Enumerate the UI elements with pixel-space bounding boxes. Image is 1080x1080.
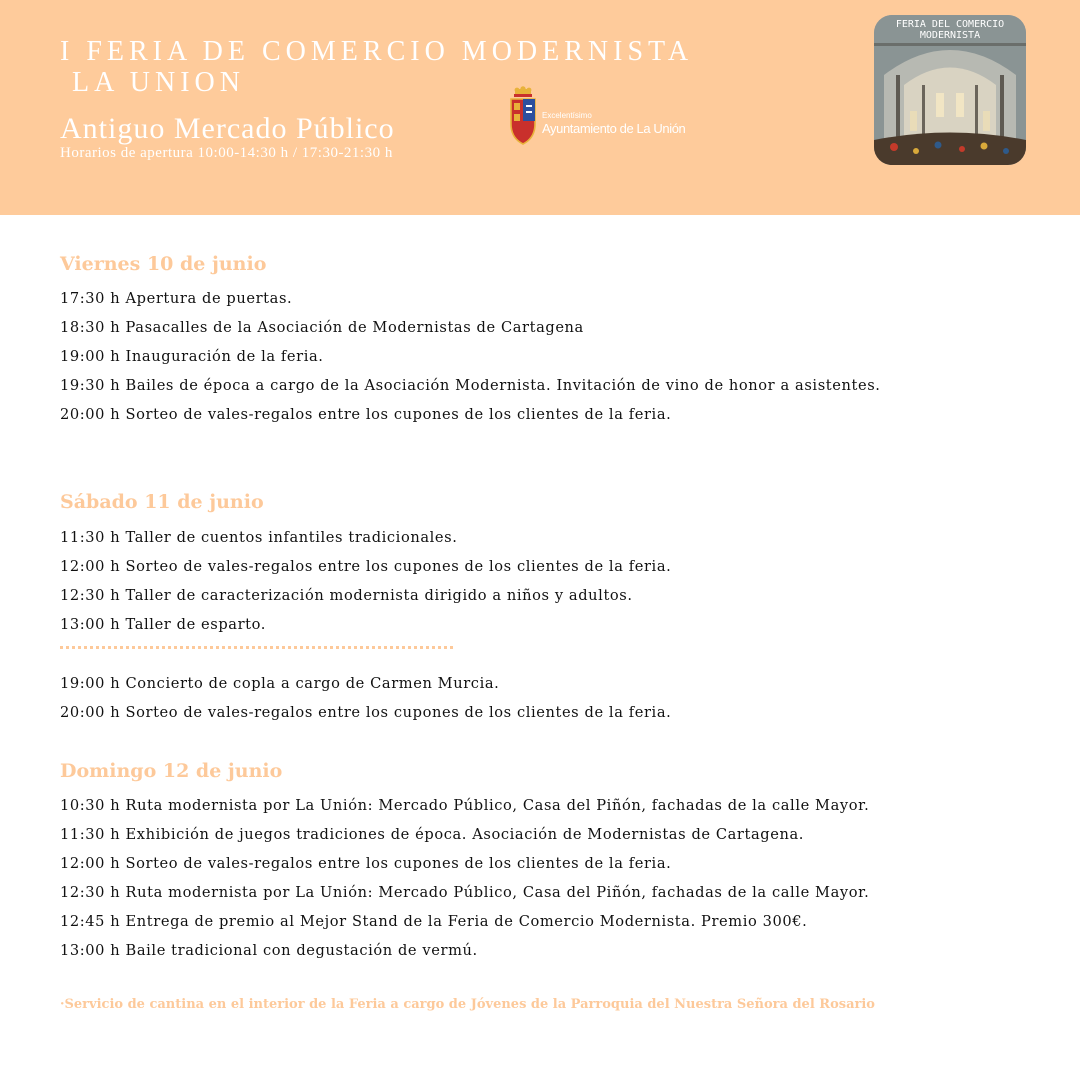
city-logo-name: Ayuntamiento de La Unión xyxy=(542,121,686,136)
schedule-item: 12:00 h Sorteo de vales-regalos entre los cupones de los clientes de la feria. xyxy=(60,855,672,872)
schedule-item: 12:30 h Ruta modernista por La Unión: Mercado Público, Casa del Piñón, fachadas de la calle Mayor. xyxy=(60,884,870,901)
schedule-item: 13:00 h Baile tradicional con degustación de vermú. xyxy=(60,942,478,959)
schedule-item: 20:00 h Sorteo de vales-regalos entre los cupones de los clientes de la feria. xyxy=(60,704,672,721)
city-council-logo xyxy=(542,111,685,136)
schedule-item: 11:30 h Exhibición de juegos tradiciones de época. Asociación de Modernistas de Cartagena. xyxy=(60,826,804,843)
poster-title: FERIA DEL COMERCIO MODERNISTA xyxy=(895,19,1005,41)
day-heading-sunday: Domingo 12 de junio xyxy=(60,760,283,782)
schedule-item: 19:00 h Concierto de copla a cargo de Carmen Murcia. xyxy=(60,675,500,692)
venue-subtitle: Antiguo Mercado Público xyxy=(60,112,395,145)
coat-of-arms-icon xyxy=(508,86,538,148)
schedule-item: 20:00 h Sorteo de vales-regalos entre los cupones de los clientes de la feria. xyxy=(60,406,672,423)
schedule-item: 19:30 h Bailes de época a cargo de la Asociación Modernista. Invitación de vino de honor a asistentes. xyxy=(60,377,881,394)
schedule-item: 12:30 h Taller de caracterización modernista dirigido a niños y adultos. xyxy=(60,587,633,604)
event-title: I FERIA DE COMERCIO MODERNISTA LA UNION xyxy=(60,36,694,98)
header-banner xyxy=(0,0,1080,215)
schedule-item: 13:00 h Taller de esparto. xyxy=(60,616,267,633)
dotted-divider xyxy=(60,646,453,649)
schedule-item: 12:45 h Entrega de premio al Mejor Stand de la Feria de Comercio Modernista. Premio 300€. xyxy=(60,913,808,930)
day-heading-saturday: Sábado 11 de junio xyxy=(60,491,264,513)
opening-hours: Horarios de apertura 10:00-14:30 h / 17:30-21:30 h xyxy=(60,145,393,161)
schedule-item: 10:30 h Ruta modernista por La Unión: Mercado Público, Casa del Piñón, fachadas de la calle Mayor. xyxy=(60,797,870,814)
schedule-item: 19:00 h Inauguración de la feria. xyxy=(60,348,324,365)
fair-poster-image xyxy=(874,15,1026,165)
schedule-item: 11:30 h Taller de cuentos infantiles tradicionales. xyxy=(60,529,458,546)
city-logo-small-text: Excelentísimo xyxy=(542,111,592,120)
day-heading-friday: Viernes 10 de junio xyxy=(60,253,267,275)
canteen-note: ·Servicio de cantina en el interior de la Feria a cargo de Jóvenes de la Parroquia del Nuestra Señora del Rosario xyxy=(60,997,875,1012)
schedule-item: 12:00 h Sorteo de vales-regalos entre los cupones de los clientes de la feria. xyxy=(60,558,672,575)
schedule-item: 17:30 h Apertura de puertas. xyxy=(60,290,293,307)
schedule-item: 18:30 h Pasacalles de la Asociación de Modernistas de Cartagena xyxy=(60,319,584,336)
